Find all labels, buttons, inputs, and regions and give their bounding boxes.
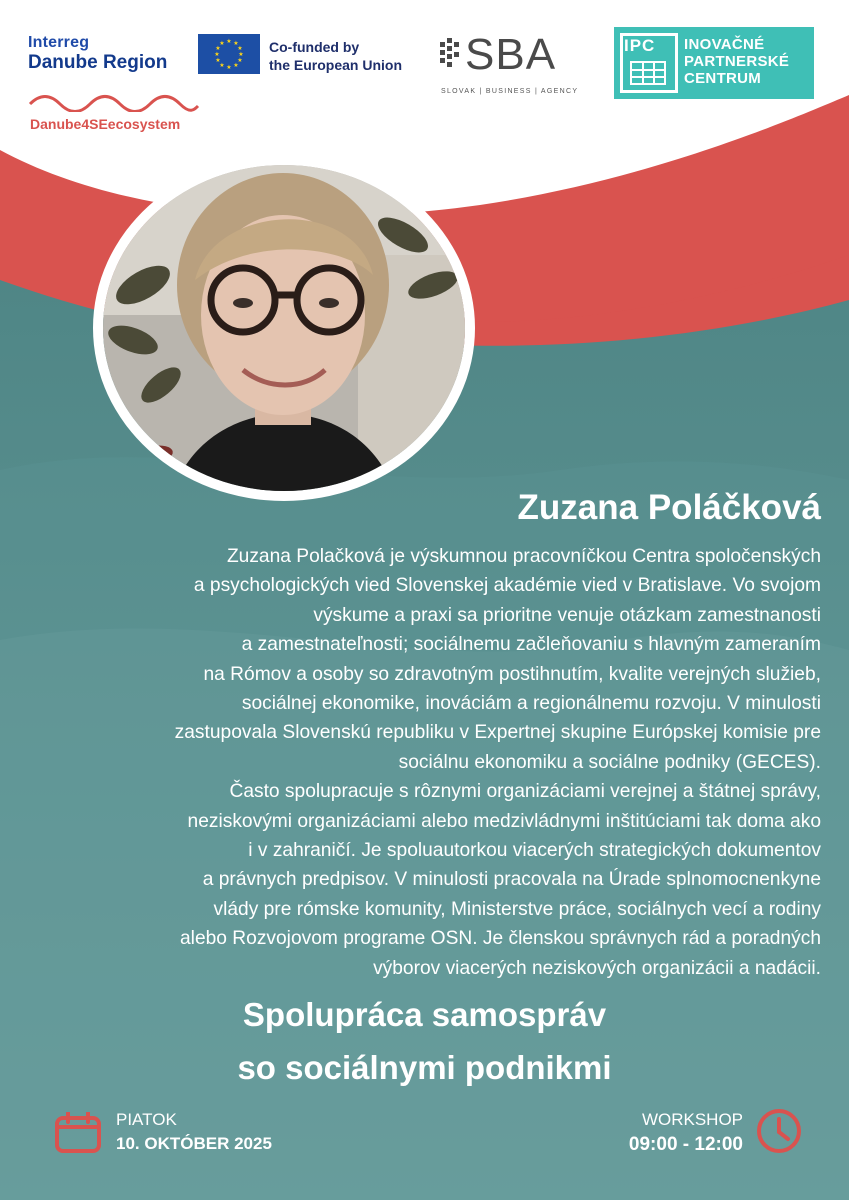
bio-line: vlády pre rómske komunity, Ministerstve práce, sociálnych vecí a rodiny [213, 898, 821, 920]
svg-text:★: ★ [226, 38, 232, 45]
project-name: Danube4SEecosystem [30, 116, 181, 132]
eu-line2: the European Union [269, 57, 402, 73]
bio-line: sociálnej ekonomike, inováciám a regionálnemu rozvoju. V minulosti [241, 693, 821, 715]
bio-line: zastupovala Slovenskú republiku v Expertnej skupine Európskej komisie pre [174, 722, 821, 744]
speaker-bio [41, 542, 821, 983]
bio-line: a psychologických vied Slovenskej akadémie vied v Bratislave. Vo svojom [193, 575, 821, 597]
event-date: 10. OKTÓBER 2025 [116, 1134, 272, 1153]
speaker-portrait [103, 165, 465, 491]
svg-text:★: ★ [215, 57, 221, 64]
danube-wave-icon [28, 92, 200, 112]
bio-line: výborov viacerých neziskových organizácii a nadácii. [373, 957, 821, 979]
svg-text:★: ★ [215, 45, 221, 52]
calendar-icon [54, 1112, 102, 1154]
event-title [0, 988, 849, 1094]
svg-text:★: ★ [237, 45, 243, 52]
svg-text:★: ★ [233, 62, 239, 69]
svg-text:★: ★ [219, 62, 225, 69]
svg-text:★: ★ [219, 40, 225, 47]
eu-cofunded-text [269, 38, 402, 74]
bio-line: a právnych predpisov. V minulosti pracovala na Úrade splnomocnenkyne [202, 869, 821, 891]
svg-text:★: ★ [237, 57, 243, 64]
bio-line: i v zahraničí. Je spoluautorkou viacerých strategických dokumentov [248, 840, 821, 862]
eu-line1: Co-funded by [269, 39, 360, 55]
interreg-logo-line1: Interreg [28, 34, 90, 51]
ipc-line1: INOVAČNÉ [684, 36, 765, 53]
sba-logo: SBA [465, 30, 557, 79]
event-title-line2: so sociálnymi podnikmi [237, 1049, 612, 1086]
ipc-line3: CENTRUM [684, 70, 762, 87]
event-title-line1: Spolupráca samospráv [242, 996, 607, 1033]
bio-line: na Rómov a osoby so zdravotným postihnutím, kvalite verejných služieb, [203, 663, 821, 685]
event-type: WORKSHOP [641, 1110, 743, 1129]
event-time: 09:00 - 12:00 [628, 1134, 743, 1155]
sba-mark-icon [440, 38, 460, 78]
svg-text:★: ★ [233, 40, 239, 47]
eu-flag-icon [198, 34, 260, 74]
svg-text:★: ★ [238, 51, 244, 58]
speaker-name: Zuzana Poláčková [517, 488, 821, 527]
ipc-name [684, 36, 789, 87]
interreg-logo-line2: Danube Region [28, 52, 168, 73]
bio-line: sociálnu ekonomiku a sociálne podniky (GECES). [398, 751, 821, 773]
svg-text:★: ★ [226, 64, 232, 71]
bio-line: neziskovými organizáciami alebo medzivládnymi inštitúciami tak doma ako [187, 810, 821, 832]
ipc-label: IPC [624, 36, 656, 55]
ipc-line2: PARTNERSKÉ [684, 53, 790, 70]
clock-icon [755, 1107, 803, 1155]
bio-line: Zuzana Polačková je výskumnou pracovníčkou Centra spoločenských [226, 546, 821, 567]
bio-line: a zamestnateľnosti; sociálnemu začleňovaniu s hlavným zameraním [241, 634, 821, 656]
bio-line: výskume a praxi sa prioritne venuje otázkam zamestnanosti [313, 604, 821, 626]
sba-subtitle: SLOVAK | BUSINESS | AGENCY [441, 88, 579, 95]
bio-line: Často spolupracuje s rôznymi organizáciami verejnej a štátnej správy, [229, 781, 821, 803]
svg-text:★: ★ [214, 51, 220, 58]
event-day: PIATOK [116, 1110, 177, 1129]
bio-line: alebo Rozvojovom programe OSN. Je členskou správnych rád a poradných [180, 928, 821, 950]
